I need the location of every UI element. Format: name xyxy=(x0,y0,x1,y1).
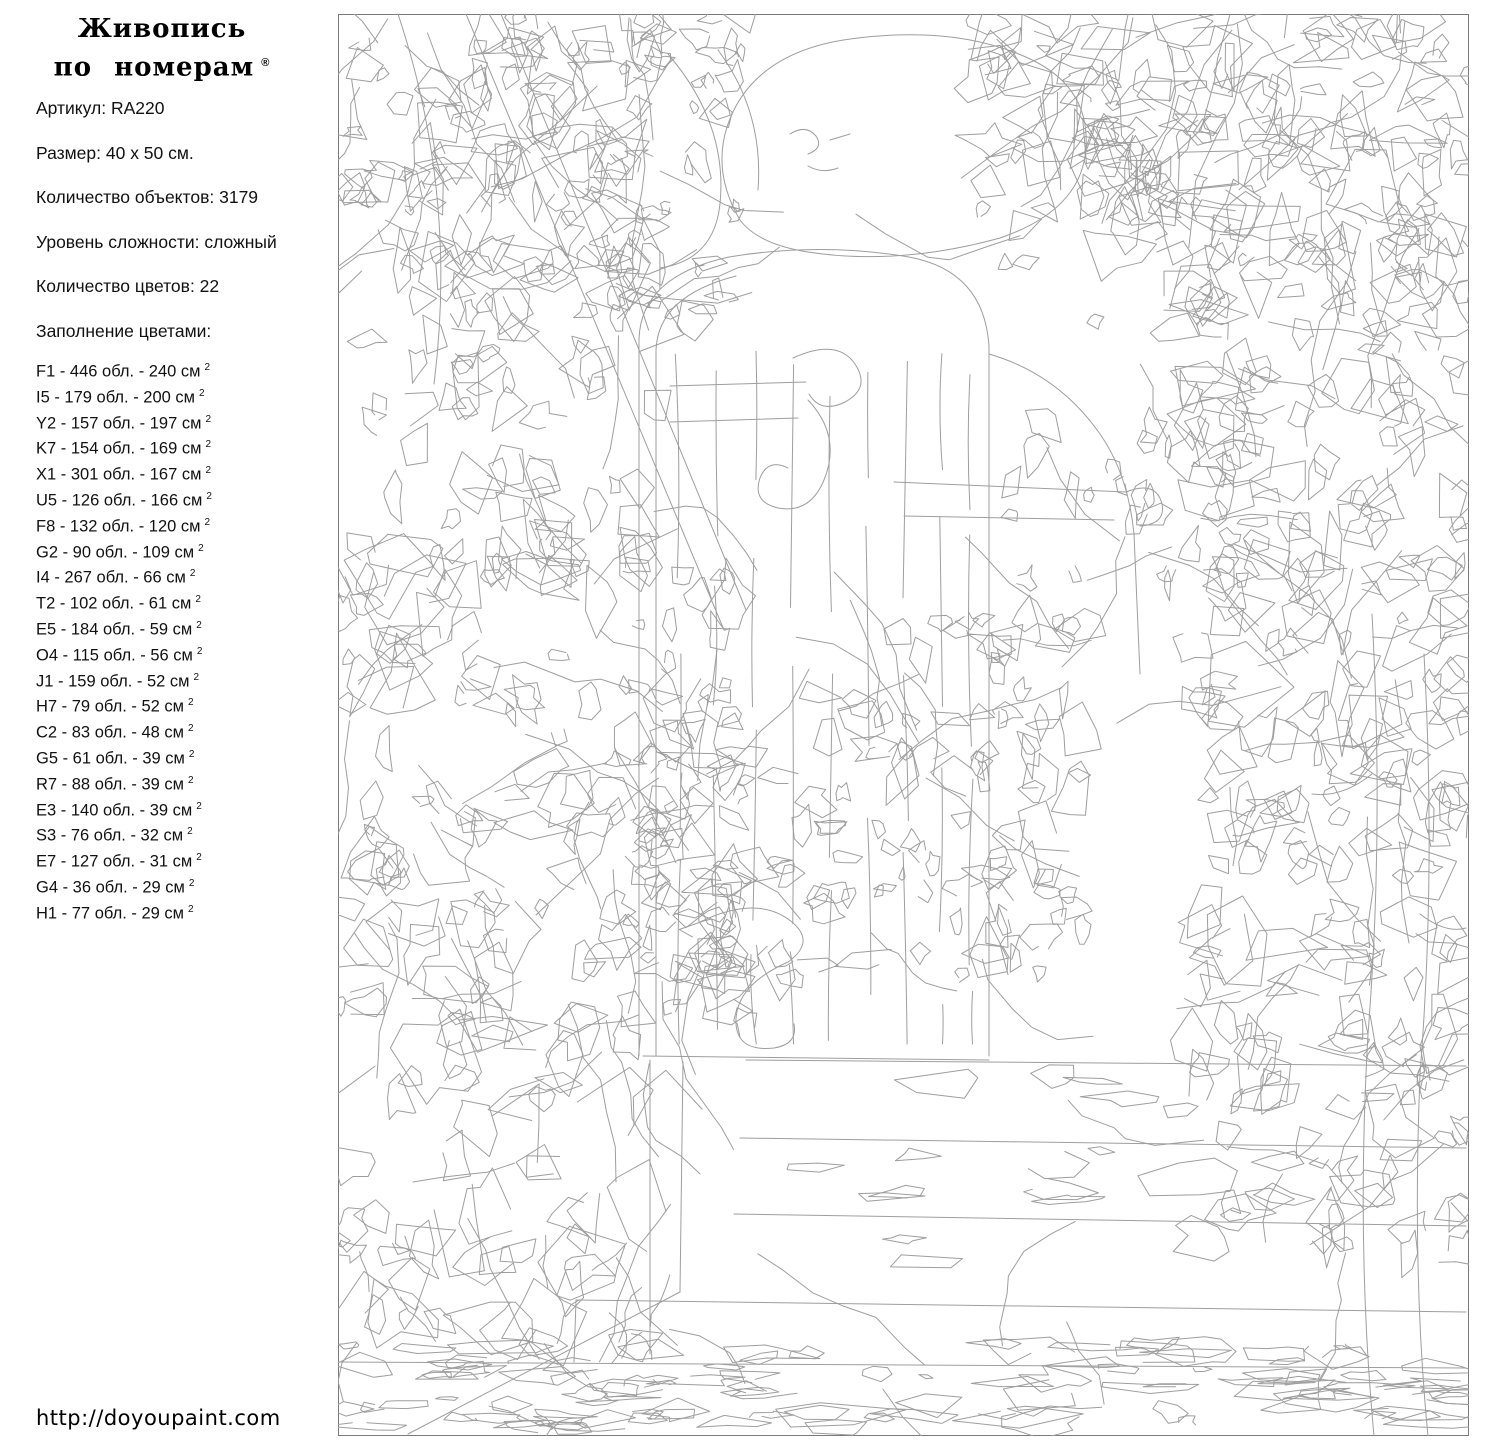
color-usage-item: U5 - 126 обл. - 166 см $^2$ xyxy=(36,490,212,510)
color-usage-item: J1 - 159 обл. - 52 см $^2$ xyxy=(36,671,200,691)
color-usage-item: T2 - 102 обл. - 61 см $^2$ xyxy=(36,594,201,613)
color-usage-list xyxy=(36,357,336,925)
color-usage-item: E7 - 127 обл. - 31 см $^2$ xyxy=(36,852,202,871)
color-usage-item: H7 - 79 обл. - 52 см $^2$ xyxy=(36,697,194,716)
detail-size: Размер: 40 x 50 см. xyxy=(36,142,194,163)
color-usage-item: R7 - 88 обл. - 39 см $^2$ xyxy=(36,774,194,794)
paint-by-numbers-outline xyxy=(338,14,1469,1436)
fill-colors-heading: Заполнение цветами: xyxy=(36,320,212,341)
brand-logo xyxy=(36,12,288,85)
color-usage-item: O4 - 115 обл. - 56 см $^2$ xyxy=(36,645,203,665)
color-usage-item: H1 - 77 обл. - 29 см $^2$ xyxy=(36,903,194,923)
detail-colors-count: Количество цветов: 22 xyxy=(36,276,220,296)
color-usage-item: F1 - 446 обл. - 240 см $^2$ xyxy=(36,362,211,381)
color-usage-item: X1 - 301 обл. - 167 см $^2$ xyxy=(36,465,211,484)
color-usage-item: F8 - 132 обл. - 120 см $^2$ xyxy=(36,516,211,536)
color-usage-item: E5 - 184 обл. - 59 см $^2$ xyxy=(36,619,202,639)
color-usage-item: Y2 - 157 обл. - 197 см $^2$ xyxy=(36,413,211,433)
color-usage-item: C2 - 83 обл. - 48 см $^2$ xyxy=(36,723,194,742)
color-usage-item: E3 - 140 обл. - 39 см $^2$ xyxy=(36,800,202,820)
color-usage-item: K7 - 154 обл. - 169 см $^2$ xyxy=(36,439,211,458)
color-usage-item: I5 - 179 обл. - 200 см $^2$ xyxy=(36,387,205,407)
detail-article: Артикул: RA220 xyxy=(36,98,165,118)
detail-objects: Количество объектов: 3179 xyxy=(36,187,259,207)
registered-mark: ® xyxy=(261,57,271,69)
brand-logo-line1: Живопись xyxy=(77,14,247,44)
color-usage-item: G5 - 61 обл. - 39 см $^2$ xyxy=(36,748,195,768)
color-usage-item: G4 - 36 обл. - 29 см $^2$ xyxy=(36,877,195,897)
outline-drawing xyxy=(338,14,1469,1436)
detail-difficulty: Уровень сложности: сложный xyxy=(36,231,277,252)
color-usage-item: S3 - 76 обл. - 32 см $^2$ xyxy=(36,826,193,845)
color-usage-item: G2 - 90 обл. - 109 см $^2$ xyxy=(36,542,204,562)
kit-details xyxy=(36,99,336,366)
website-url: http://doyoupaint.com xyxy=(36,1406,281,1430)
outline-canvas xyxy=(338,14,1469,1436)
brand-logo-line2: по номерам ® xyxy=(53,52,271,83)
color-usage-item: I4 - 267 обл. - 66 см $^2$ xyxy=(36,568,196,587)
